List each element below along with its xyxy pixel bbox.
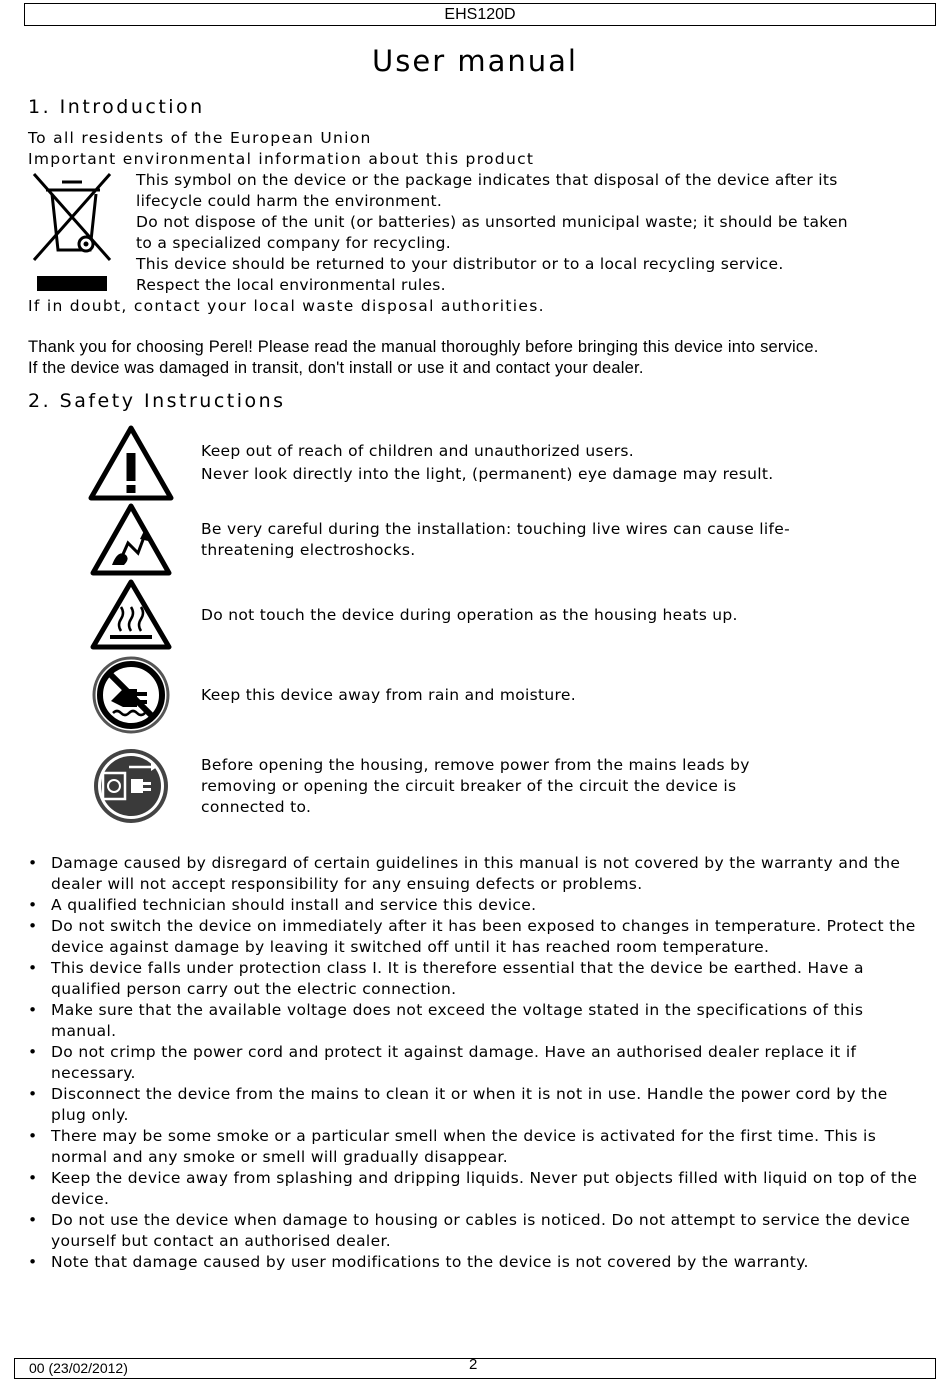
warning-text: Keep out of reach of children and unauthorized users.: [201, 442, 634, 460]
list-item: • There may be some smoke or a particular smell when the device is activated for the first time. This is normal and any smoke or smell will gradually disappear.: [28, 1126, 928, 1168]
list-item: • Note that damage caused by user modifications to the device is not covered by the warranty.: [28, 1252, 928, 1273]
list-item: • Disconnect the device from the mains to clean it or when it is not in use. Handle the power cord by the plug only.: [28, 1084, 928, 1126]
safety-bullet-list: [28, 853, 928, 1273]
list-item: • Do not crimp the power cord and protect it against damage. Have an authorised dealer replace it if necessary.: [28, 1042, 928, 1084]
list-item: • Damage caused by disregard of certain guidelines in this manual is not covered by the warranty and the dealer will not accept responsibility for any ensuing defects or problems.: [28, 853, 928, 895]
thanks-line: If the device was damaged in transit, don't install or use it and contact your dealer.: [28, 359, 644, 377]
warning-text: Never look directly into the light, (permanent) eye damage may result.: [201, 465, 774, 483]
page-number: 2: [469, 1356, 478, 1373]
warning-text: removing or opening the circuit breaker of the circuit the device is: [201, 777, 737, 795]
thanks-line: Thank you for choosing Perel! Please read the manual thoroughly before bringing this device into service.: [28, 338, 819, 356]
list-item: • Do not switch the device on immediately after it has been exposed to changes in temperature. Protect the device against damage by leaving it switched off until it has reached room temperature.: [28, 916, 928, 958]
model-number: EHS120D: [444, 6, 516, 23]
environmental-info-line: Important environmental information about this product: [28, 150, 535, 168]
warning-text: connected to.: [201, 798, 312, 816]
doubt-line: If in doubt, contact your local waste disposal authorities.: [28, 297, 545, 315]
weee-line: to a specialized company for recycling.: [136, 234, 452, 252]
list-item: • Keep the device away from splashing and dripping liquids. Never put objects filled with liquid on top of the device.: [28, 1168, 928, 1210]
weee-bin-icon: [30, 172, 114, 292]
version-date: 00 (23/02/2012): [29, 1360, 128, 1376]
document-title: User manual: [372, 44, 578, 78]
warning-text: Before opening the housing, remove power from the mains leads by: [201, 756, 750, 774]
hot-surface-icon: [90, 579, 172, 651]
weee-line: This device should be returned to your distributor or to a local recycling service.: [136, 255, 784, 273]
list-item: • A qualified technician should install and service this device.: [28, 895, 928, 916]
section-heading-introduction: 1. Introduction: [28, 96, 205, 118]
weee-line: lifecycle could harm the environment.: [136, 192, 443, 210]
list-item: • Do not use the device when damage to housing or cables is noticed. Do not attempt to service the device yourself but contact an authorised dealer.: [28, 1210, 928, 1252]
warning-text: Do not touch the device during operation as the housing heats up.: [201, 606, 738, 624]
weee-line: Respect the local environmental rules.: [136, 276, 446, 294]
warning-icon: [88, 425, 174, 501]
page-footer: [14, 1358, 936, 1379]
page-header: [24, 3, 936, 26]
list-item: • Make sure that the available voltage does not exceed the voltage stated in the specifications of this manual.: [28, 1000, 928, 1042]
no-water-icon: [91, 655, 171, 735]
eu-residents-line: To all residents of the European Union: [28, 129, 372, 147]
warning-text: Keep this device away from rain and moisture.: [201, 686, 576, 704]
disconnect-mains-icon: [91, 747, 171, 825]
list-item: • This device falls under protection class I. It is therefore essential that the device be earthed. Have a qualified person carry out the electric connection.: [28, 958, 928, 1000]
warning-text: Be very careful during the installation: touching live wires can cause life-: [201, 520, 790, 538]
electric-shock-icon: [90, 503, 172, 577]
weee-line: Do not dispose of the unit (or batteries) as unsorted municipal waste; it should be taken: [136, 213, 848, 231]
warning-text: threatening electroshocks.: [201, 541, 416, 559]
weee-line: This symbol on the device or the package indicates that disposal of the device after its: [136, 171, 838, 189]
section-heading-safety: 2. Safety Instructions: [28, 390, 286, 412]
